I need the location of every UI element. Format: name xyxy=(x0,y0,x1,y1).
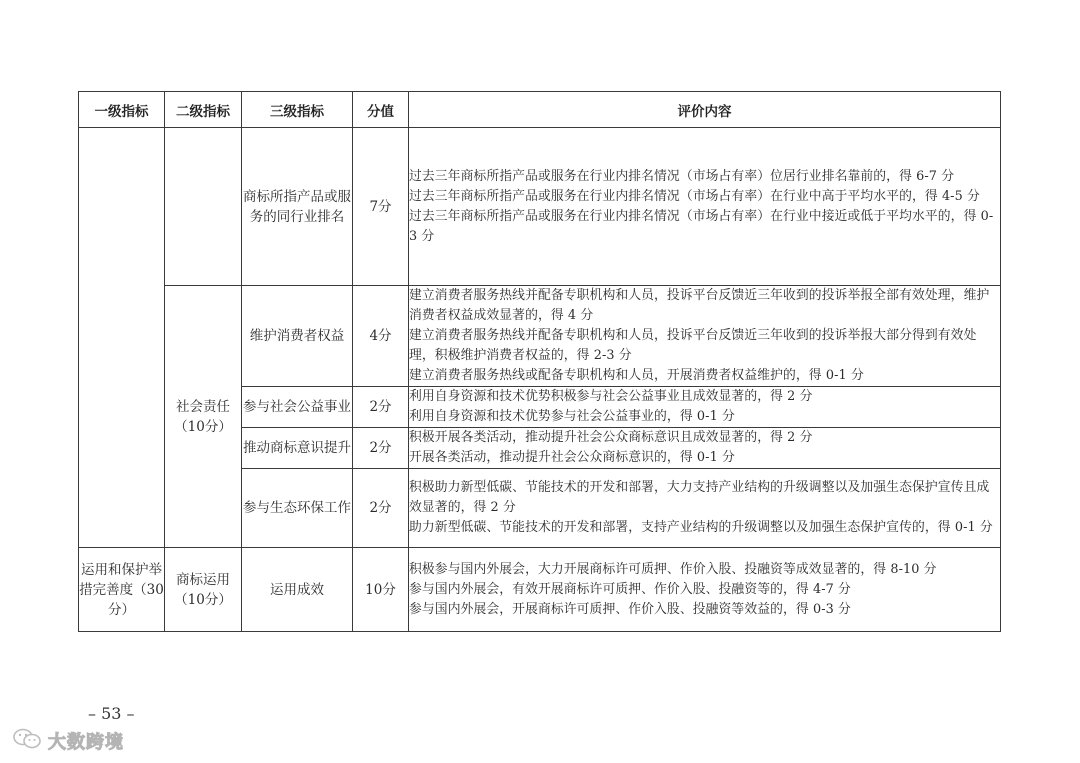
table-row xyxy=(79,128,1001,286)
score-text: 7分 xyxy=(369,198,392,215)
header-level2: 二级指标 xyxy=(165,92,242,128)
level1-cell xyxy=(79,548,165,632)
content-cell xyxy=(409,548,1001,632)
level1-cell-empty xyxy=(79,128,165,548)
content-line: 建立消费者服务热线或配备专职机构和人员，开展消费者权益维护的，得 0-1 分 xyxy=(409,368,864,383)
content-line: 建立消费者服务热线并配备专职机构和人员，投诉平台反馈近三年收到的投诉举报大部分得到有效处理，积极维护消费者权益的，得 2-3 分 xyxy=(409,328,977,363)
score-cell xyxy=(353,548,409,632)
score-cell xyxy=(353,387,409,428)
level3-text: 推动商标意识提升 xyxy=(243,440,351,456)
level3-text: 运用成效 xyxy=(270,581,324,598)
header-level1: 一级指标 xyxy=(79,92,165,128)
table-row xyxy=(79,286,1001,387)
level2-cell xyxy=(165,548,242,632)
score-text: 10分 xyxy=(365,581,396,598)
content-line: 助力新型低碳、节能技术的开发和部署，支持产业结构的升级调整以及加强生态保护宣传的，得 0-1 分 xyxy=(409,520,993,535)
table-row xyxy=(79,548,1001,632)
score-text: 2分 xyxy=(369,399,392,415)
content-line: 利用自身资源和技术优势参与社会公益事业的，得 0-1 分 xyxy=(409,409,735,424)
level3-cell xyxy=(242,428,353,469)
content-cell xyxy=(409,128,1001,286)
level2-cell-empty xyxy=(165,128,242,286)
content-cell xyxy=(409,286,1001,387)
content-line: 利用自身资源和技术优势积极参与社会公益事业且成效显著的，得 2 分 xyxy=(409,389,813,404)
header-score: 分值 xyxy=(353,92,409,128)
score-text: 2分 xyxy=(369,500,392,516)
watermark-text: 大数跨境 xyxy=(48,732,124,753)
score-cell xyxy=(353,469,409,548)
content-line: 开展各类活动，推动提升社会公众商标意识的，得 0-1 分 xyxy=(409,450,735,465)
level3-cell xyxy=(242,469,353,548)
content-line: 积极参与国内外展会，大力开展商标许可质押、作价入股、投融资等成效显著的，得 8-10 分 xyxy=(409,561,937,577)
page-number: – 53 – xyxy=(88,704,135,723)
content-cell xyxy=(409,428,1001,469)
content-line: 过去三年商标所指产品或服务在行业内排名情况（市场占有率）位居行业排名靠前的，得 6-7 分 xyxy=(409,168,955,184)
header-level3: 三级指标 xyxy=(242,92,353,128)
content-line: 过去三年商标所指产品或服务在行业内排名情况（市场占有率）在行业中接近或低于平均水平的，得 0-3 分 xyxy=(409,208,994,244)
level1-text: 运用和保护举措完善度（30分） xyxy=(79,561,164,618)
content-line: 过去三年商标所指产品或服务在行业内排名情况（市场占有率）在行业中高于平均水平的，得 4-5 分 xyxy=(409,188,980,204)
level3-text: 维护消费者权益 xyxy=(249,328,345,344)
level2-cell xyxy=(165,286,242,548)
level3-text: 商标所指产品或服务的同行业排名 xyxy=(243,188,351,225)
level3-text: 参与生态环保工作 xyxy=(243,500,351,516)
level2-text: 商标运用（10分） xyxy=(174,571,232,608)
score-cell xyxy=(353,286,409,387)
evaluation-index-table xyxy=(78,91,1001,632)
content-line: 积极开展各类活动，推动提升社会公众商标意识且成效显著的，得 2 分 xyxy=(409,430,813,445)
score-text: 4分 xyxy=(369,328,392,344)
content-cell xyxy=(409,387,1001,428)
content-cell xyxy=(409,469,1001,548)
score-cell xyxy=(353,128,409,286)
level2-text: 社会责任（10分） xyxy=(174,398,232,435)
level3-cell xyxy=(242,128,353,286)
content-line: 积极助力新型低碳、节能技术的开发和部署，大力支持产业结构的升级调整以及加强生态保护宣传且成效显著的，得 2 分 xyxy=(409,480,990,515)
score-text: 2分 xyxy=(369,440,392,456)
watermark xyxy=(12,728,124,754)
header-content: 评价内容 xyxy=(409,92,1001,128)
content-line: 参与国内外展会，开展商标许可质押、作价入股、投融资等效益的，得 0-3 分 xyxy=(409,601,851,617)
wechat-logo-icon xyxy=(12,727,42,755)
level3-text: 参与社会公益事业 xyxy=(243,399,351,415)
content-line: 建立消费者服务热线并配备专职机构和人员，投诉平台反馈近三年收到的投诉举报全部有效处理，维护消费者权益成效显著的，得 4 分 xyxy=(409,288,990,323)
level3-cell xyxy=(242,387,353,428)
table-header-row xyxy=(79,92,1001,128)
score-cell xyxy=(353,428,409,469)
content-line: 参与国内外展会，有效开展商标许可质押、作价入股、投融资等的，得 4-7 分 xyxy=(409,581,851,597)
level3-cell xyxy=(242,548,353,632)
level3-cell xyxy=(242,286,353,387)
